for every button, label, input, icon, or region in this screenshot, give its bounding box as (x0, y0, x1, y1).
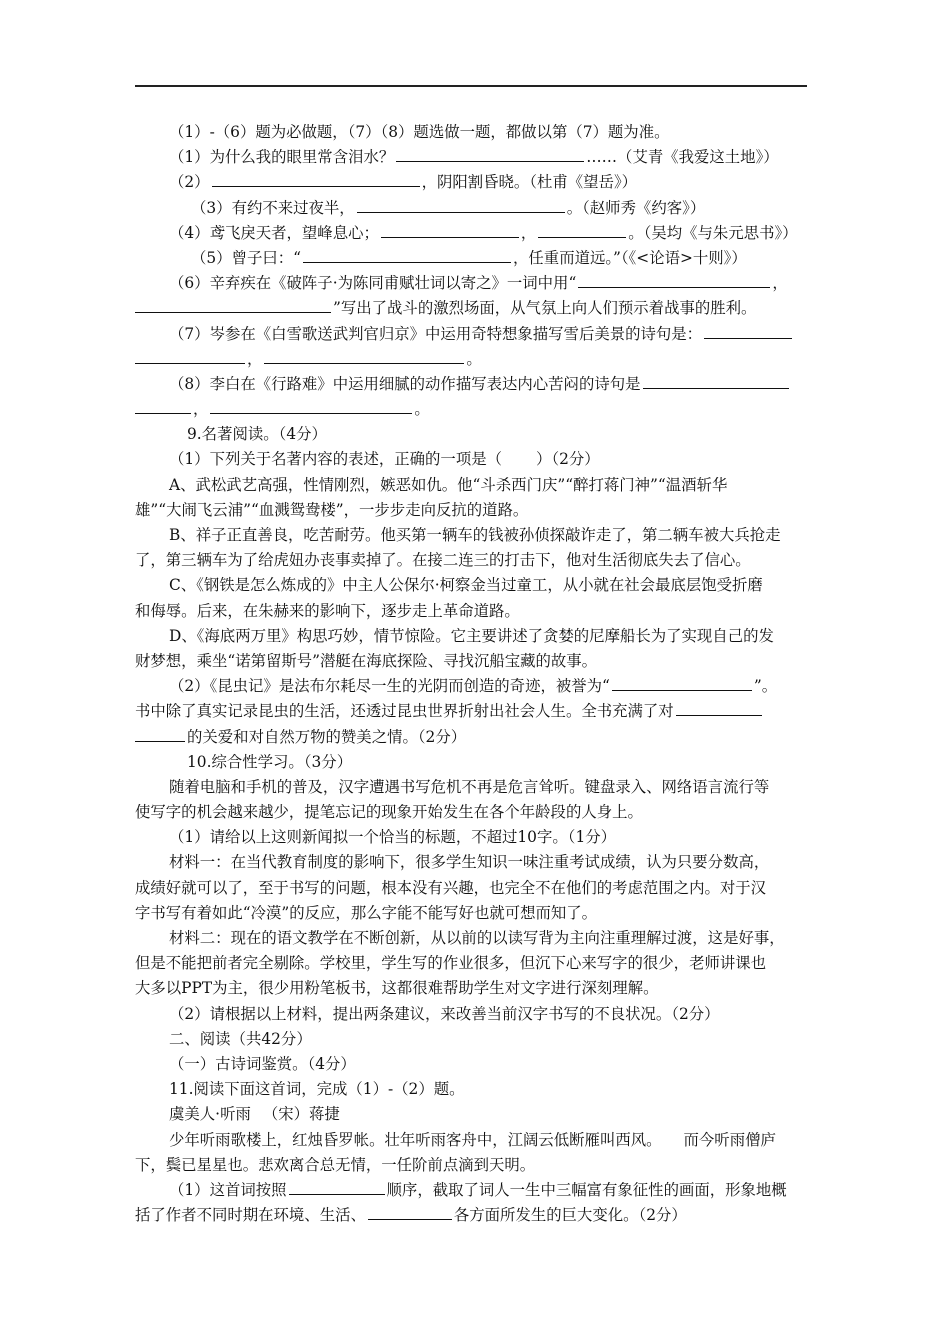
answer-blank[interactable] (381, 222, 519, 238)
section-two-heading: 二、阅读（共42分） (169, 1029, 312, 1048)
news-paragraph: 随着电脑和手机的普及，汉字遭遇书写危机不再是危言耸听。键盘录入、网络语言流行等 (169, 777, 770, 796)
option-a: A、武松武艺高强，性情刚烈，嫉恶如仇。他“斗杀西门庆”“醉打蒋门神”“温酒斩华 (169, 475, 728, 494)
option-d: D、《海底两万里》构思巧妙，情节惊险。它主要讲述了贪婪的尼摩船长为了实现自己的发 (169, 626, 774, 645)
question-8-cont: ， 。 (135, 397, 807, 422)
section-poetry-heading: （一）古诗词鉴赏。（4分） (169, 1054, 356, 1073)
question-4: （4）鸢飞戾天者，望峰息心； ， 。（吴均《与朱元思书》） (169, 223, 798, 242)
answer-blank[interactable] (396, 146, 584, 162)
question-11-1: （1）这首词按照 顺序，截取了词人一生中三幅富有象征性的画面，形象地概 (169, 1180, 787, 1199)
question-6-cont: ”写出了战斗的激烈场面，从气氛上向人们预示着战事的胜利。 (135, 296, 807, 321)
answer-blank[interactable] (643, 373, 789, 389)
answer-blank[interactable] (210, 398, 412, 414)
question-9-2: （2）《昆虫记》是法布尔耗尽一生的光阴而创造的奇迹，被誉为“ ”。 (169, 677, 778, 696)
instruction-line: （1）-（6）题为必做题，（7）（8）题选做一题，都做以第（7）题为准。 (169, 123, 670, 141)
answer-blank[interactable] (538, 222, 626, 238)
answer-blank[interactable] (135, 398, 191, 414)
answer-blank[interactable] (368, 1204, 452, 1220)
material-two-end: 大多以PPT为主，很少用粉笔板书，这都很难帮助学生对文字进行深刻理解。 (135, 979, 659, 998)
question-6: （6）辛弃疾在《破阵子·为陈同甫赋壮词以寄之》一词中用“ ， (169, 274, 788, 293)
question-7: （7）岑参在《白雪歌送武判官归京》中运用奇特想象描写雪后美景的诗句是： (135, 322, 807, 347)
question-7-cont: ， 。 (135, 347, 807, 372)
answer-blank[interactable] (676, 700, 762, 716)
option-c-cont: 和侮辱。后来，在朱赫来的影响下，逐步走上革命道路。 (135, 601, 520, 620)
material-two: 材料二：现在的语文教学在不断创新，从以前的以读写背为主向注重理解过渡，这是好事， (169, 929, 785, 947)
header-rule (135, 85, 807, 87)
question-11-1-cont: 括了作者不同时期在环境、生活、 各方面所发生的巨大变化。（2分） (135, 1206, 687, 1225)
poem-title-line (135, 1102, 807, 1127)
answer-blank[interactable] (264, 348, 464, 364)
poem-line-1: 少年听雨歌楼上，红烛昏罗帐。壮年听雨客舟中，江阔云低断雁叫西风。 而今听雨僧庐 (169, 1130, 776, 1149)
question-3: （3）有约不来过夜半， 。（赵师秀《约客》） (191, 198, 706, 217)
option-b-cont: 了，第三辆车为了给虎妞办丧事卖掉了。在接二连三的打击下，他对生活彻底失去了信心。 (135, 551, 751, 570)
question-9-1: （1）下列关于名著内容的表述，正确的一项是（ ）（2分） (169, 450, 600, 469)
answer-blank[interactable] (135, 348, 245, 364)
question-10-heading: 10.综合性学习。（3分） (187, 752, 353, 771)
answer-blank[interactable] (289, 1179, 385, 1195)
question-9-2-end: 的关爱和对自然万物的赞美之情。（2分） (135, 725, 807, 750)
question-9-heading: 9.名著阅读。（4分） (187, 425, 327, 444)
answer-blank[interactable] (135, 726, 185, 742)
material-one-cont: 成绩好就可以了，至于书写的问题，根本没有兴趣，也完全不在他们的考虑范围之内。对于汉 (135, 878, 767, 897)
poem-author: （宋）蒋捷 (262, 1105, 340, 1124)
answer-blank[interactable] (578, 272, 770, 288)
poem-line-2: 下，鬓已星星也。悲欢离合总无情，一任阶前点滴到天明。 (135, 1155, 536, 1174)
exam-page-content (135, 120, 807, 1228)
answer-blank[interactable] (135, 297, 331, 313)
answer-blank[interactable] (612, 675, 752, 691)
question-10-1: （1）请给以上这则新闻拟一个恰当的标题，不超过10字。（1分） (169, 828, 617, 847)
answer-blank[interactable] (303, 247, 511, 263)
question-9-2-cont: 书中除了真实记录昆虫的生活，还透过昆虫世界折射出社会人生。全书充满了对 (135, 699, 807, 724)
question-8: （8）李白在《行路难》中运用细腻的动作描写表达内心苦闷的诗句是 (135, 372, 807, 397)
news-paragraph-cont: 使写字的机会越来越少，提笔忘记的现象开始发生在各个年龄段的人身上。 (135, 803, 643, 822)
answer-blank[interactable] (704, 323, 792, 339)
material-one: 材料一：在当代教育制度的影响下，很多学生知识一味注重考试成绩，认为只要分数高， (169, 853, 770, 872)
question-5: （5）曾子曰：“ ，任重而道远。”（《<论语>十则》） (191, 248, 747, 267)
option-d-cont: 财梦想，乘坐“诺第留斯号”潜艇在海底探险、寻找沉船宝藏的故事。 (135, 651, 598, 670)
answer-blank[interactable] (212, 171, 420, 187)
question-1: （1）为什么我的眼里常含泪水？ ……（艾青《我爱这土地》） (169, 148, 779, 167)
option-a-cont: 雄”“大闹飞云浦”“血溅鸳鸯楼”，一步步走向反抗的道路。 (135, 500, 529, 519)
material-two-cont: 但是不能把前者完全剔除。学校里，学生写的作业很多，但沉下心来写字的很少，老师讲课也 (135, 954, 767, 973)
option-c: C、《钢铁是怎么炼成的》中主人公保尔·柯察金当过童工，从小就在社会最底层饱受折磨 (169, 576, 763, 595)
question-10-2: （2）请根据以上材料，提出两条建议，来改善当前汉字书写的不良状况。（2分） (169, 1004, 720, 1023)
answer-blank[interactable] (357, 197, 565, 213)
option-b: B、祥子正直善良，吃苦耐劳。他买第一辆车的钱被孙侦探敲诈走了，第二辆车被大兵抢走 (169, 526, 781, 544)
question-11-heading: 11.阅读下面这首词，完成（1）-（2）题。 (169, 1080, 465, 1099)
question-2: （2） ，阴阳割昏晓。（杜甫《望岳》） (169, 173, 638, 192)
poem-title: 虞美人·听雨 (169, 1105, 251, 1124)
material-one-end: 字书写有着如此“冷漠”的反应，那么字能不能写好也就可想而知了。 (135, 903, 598, 922)
